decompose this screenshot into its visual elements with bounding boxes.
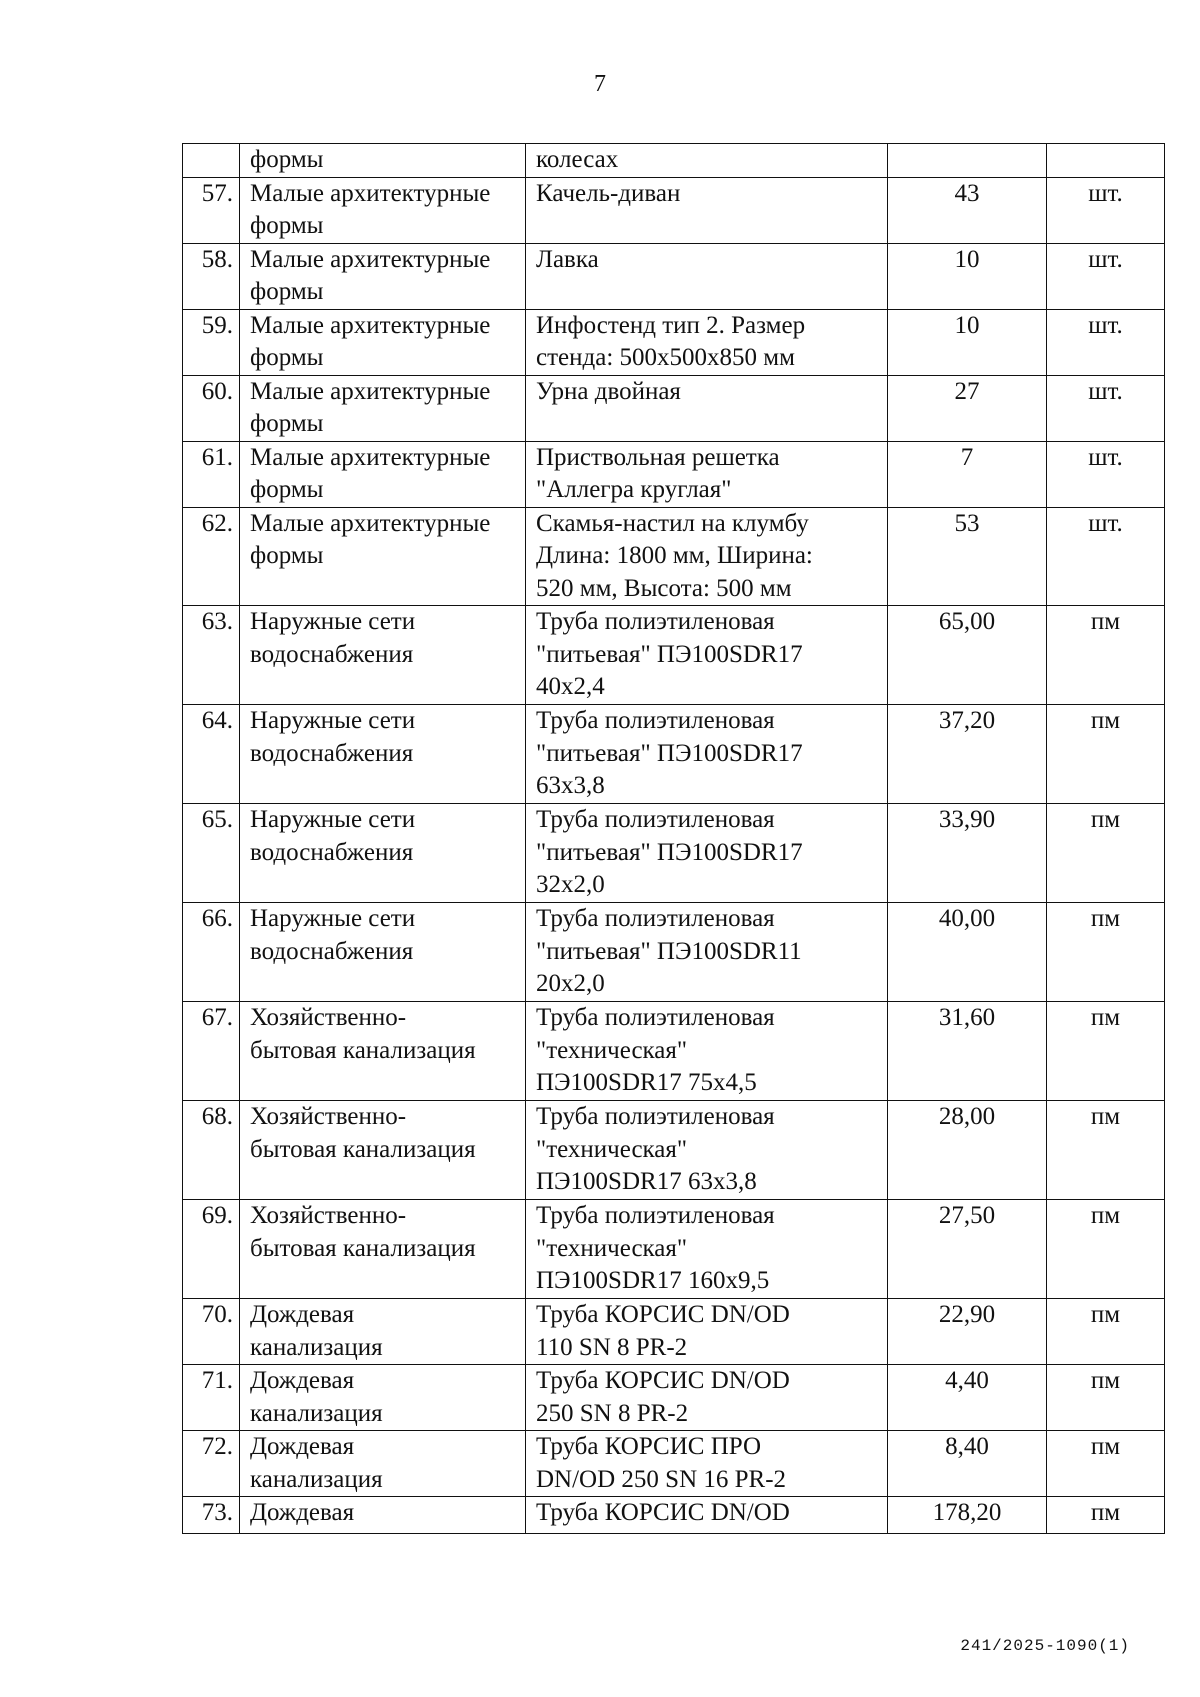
row-item-description: колесах [526,144,888,178]
row-item-description: Труба КОРСИС ПРО DN/OD 250 SN 16 PR-2 [526,1431,888,1497]
table-row [183,705,1165,804]
row-quantity: 4,40 [888,1365,1047,1431]
row-item-description: Труба полиэтиленовая "питьевая" ПЭ100SDR17 40х2,4 [526,606,888,705]
row-category: Дождевая канализация [240,1431,526,1497]
table-row [183,375,1165,441]
row-number: 66. [183,903,240,1002]
row-number: 64. [183,705,240,804]
row-number: 59. [183,309,240,375]
row-item-description: Труба полиэтиленовая "питьевая" ПЭ100SDR11 20х2,0 [526,903,888,1002]
row-number: 72. [183,1431,240,1497]
table-row [183,1365,1165,1431]
row-unit: пм [1047,1299,1165,1365]
row-item-description: Труба полиэтиленовая "питьевая" ПЭ100SDR17 63х3,8 [526,705,888,804]
row-number [183,144,240,178]
row-category: Дождевая канализация [240,1299,526,1365]
row-unit: шт. [1047,507,1165,606]
row-number: 61. [183,441,240,507]
row-number: 68. [183,1101,240,1200]
row-category: Малые архитектурные формы [240,309,526,375]
row-number: 62. [183,507,240,606]
table-row [183,804,1165,903]
specification-table [182,143,1165,1534]
table-row [183,507,1165,606]
row-quantity: 22,90 [888,1299,1047,1365]
row-quantity: 43 [888,177,1047,243]
row-category: Хозяйственно- бытовая канализация [240,1101,526,1200]
row-unit: пм [1047,1497,1165,1534]
row-quantity: 65,00 [888,606,1047,705]
row-item-description: Труба КОРСИС DN/OD [526,1497,888,1534]
row-category: Дождевая канализация [240,1365,526,1431]
row-item-description: Труба полиэтиленовая "техническая" ПЭ100SDR17 160х9,5 [526,1200,888,1299]
row-category: Малые архитектурные формы [240,177,526,243]
row-quantity: 40,00 [888,903,1047,1002]
row-number: 57. [183,177,240,243]
row-quantity: 8,40 [888,1431,1047,1497]
table-row [183,441,1165,507]
row-unit: пм [1047,1002,1165,1101]
row-category: Малые архитектурные формы [240,441,526,507]
table-row [183,309,1165,375]
row-item-description: Урна двойная [526,375,888,441]
table-row [183,1431,1165,1497]
row-quantity: 27,50 [888,1200,1047,1299]
row-number: 58. [183,243,240,309]
table-row [183,243,1165,309]
row-item-description: Инфостенд тип 2. Размер стенда: 500х500х850 мм [526,309,888,375]
row-unit: шт. [1047,177,1165,243]
row-item-description: Труба полиэтиленовая "техническая" ПЭ100SDR17 63х3,8 [526,1101,888,1200]
row-category: Малые архитектурные формы [240,375,526,441]
table-row [183,606,1165,705]
row-item-description: Труба полиэтиленовая "питьевая" ПЭ100SDR17 32х2,0 [526,804,888,903]
row-unit: пм [1047,1200,1165,1299]
row-quantity: 7 [888,441,1047,507]
row-unit: шт. [1047,309,1165,375]
table-row [183,1200,1165,1299]
row-unit: пм [1047,903,1165,1002]
row-number: 73. [183,1497,240,1534]
row-item-description: Лавка [526,243,888,309]
row-category: формы [240,144,526,178]
row-quantity: 33,90 [888,804,1047,903]
row-unit: пм [1047,1101,1165,1200]
row-quantity: 53 [888,507,1047,606]
row-number: 70. [183,1299,240,1365]
row-unit: пм [1047,804,1165,903]
table-row [183,1497,1165,1534]
row-category: Наружные сети водоснабжения [240,705,526,804]
row-category: Дождевая [240,1497,526,1534]
row-category: Наружные сети водоснабжения [240,606,526,705]
table-row [183,1101,1165,1200]
row-item-description: Труба полиэтиленовая "техническая" ПЭ100SDR17 75х4,5 [526,1002,888,1101]
row-quantity: 178,20 [888,1497,1047,1534]
row-number: 60. [183,375,240,441]
row-number: 69. [183,1200,240,1299]
row-quantity [888,144,1047,178]
table-row [183,903,1165,1002]
table-row [183,177,1165,243]
row-quantity: 28,00 [888,1101,1047,1200]
row-number: 67. [183,1002,240,1101]
row-item-description: Труба КОРСИС DN/OD 250 SN 8 PR-2 [526,1365,888,1431]
row-item-description: Качель-диван [526,177,888,243]
row-quantity: 27 [888,375,1047,441]
row-category: Хозяйственно- бытовая канализация [240,1002,526,1101]
row-category: Малые архитектурные формы [240,507,526,606]
table-row [183,144,1165,178]
row-quantity: 10 [888,309,1047,375]
row-unit: шт. [1047,441,1165,507]
row-number: 63. [183,606,240,705]
page-number: 7 [594,71,606,97]
row-item-description: Труба КОРСИС DN/OD 110 SN 8 PR-2 [526,1299,888,1365]
row-item-description: Приствольная решетка "Аллегра круглая" [526,441,888,507]
row-quantity: 31,60 [888,1002,1047,1101]
row-category: Наружные сети водоснабжения [240,903,526,1002]
row-unit: пм [1047,705,1165,804]
row-unit: шт. [1047,243,1165,309]
document-code: 241/2025-1090(1) [960,1637,1130,1655]
row-number: 65. [183,804,240,903]
table-row [183,1299,1165,1365]
row-unit: пм [1047,1431,1165,1497]
row-category: Хозяйственно- бытовая канализация [240,1200,526,1299]
row-unit: пм [1047,606,1165,705]
row-category: Малые архитектурные формы [240,243,526,309]
specification-table-body [183,144,1165,1534]
table-row [183,1002,1165,1101]
row-number: 71. [183,1365,240,1431]
row-quantity: 37,20 [888,705,1047,804]
row-quantity: 10 [888,243,1047,309]
row-unit: пм [1047,1365,1165,1431]
row-unit [1047,144,1165,178]
row-category: Наружные сети водоснабжения [240,804,526,903]
row-unit: шт. [1047,375,1165,441]
row-item-description: Скамья-настил на клумбу Длина: 1800 мм, Ширина: 520 мм, Высота: 500 мм [526,507,888,606]
